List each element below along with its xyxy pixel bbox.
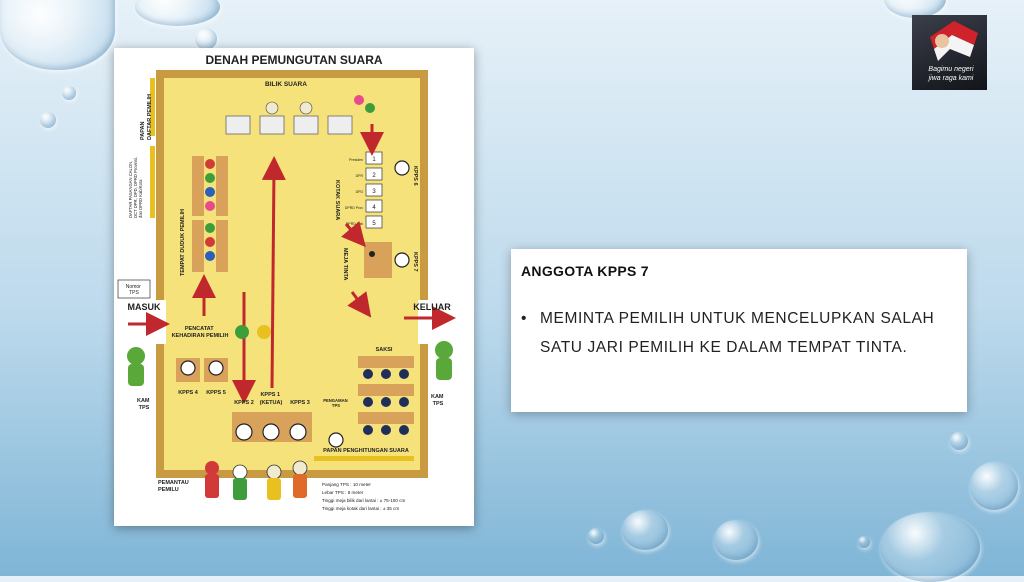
water-droplet	[0, 0, 115, 70]
bench	[192, 220, 204, 272]
bench	[216, 220, 228, 272]
kpps3-label: KPPS 3	[290, 400, 310, 406]
pemantau-line-2: PEMILU	[158, 487, 179, 493]
pencatat-line-2: KEHADIRAN PEMILIH	[171, 333, 229, 339]
kpps7-figure	[395, 253, 409, 267]
pencatat-line-1: PENCATAT	[184, 326, 214, 332]
papan-penghitungan-label: PAPAN PENGHITUNGAN SUARA	[323, 448, 409, 454]
witness-figure	[363, 397, 373, 407]
box-label: DPD	[355, 190, 363, 194]
voter-figure	[354, 95, 364, 105]
water-droplet	[195, 28, 217, 50]
observer-figure	[293, 461, 307, 475]
water-droplet	[622, 510, 668, 550]
nomor-line-2: TPS	[129, 290, 139, 296]
kotak-suara-label: KOTAK SUARA	[334, 180, 340, 221]
witness-desk	[358, 412, 414, 424]
logo-line-2: jiwa raga kami	[928, 75, 974, 82]
witness-figure	[363, 369, 373, 379]
note-line: Tinggi meja bilik dari lantai : ± 75-100 cm	[322, 498, 406, 503]
seated-voter	[205, 237, 215, 247]
water-droplet	[588, 528, 604, 544]
masuk-label: MASUK	[127, 302, 161, 312]
kpps1-line-1: KPPS 1	[260, 392, 281, 398]
kpps1-figure	[263, 424, 279, 440]
box-number: 1	[372, 157, 376, 163]
water-droplet	[135, 0, 220, 26]
papan-label	[140, 94, 153, 140]
box-label: Presiden	[349, 158, 363, 162]
guard-figure	[127, 347, 145, 365]
card-bullet	[521, 304, 951, 362]
witness-figure	[381, 397, 391, 407]
seated-voter	[205, 187, 215, 197]
daftar-line-3: dan DPRD Kab/Kota	[138, 179, 143, 218]
seated-voter	[205, 223, 215, 233]
keluar-label: KELUAR	[413, 302, 451, 312]
water-droplet	[62, 86, 76, 100]
kpps7-label: KPPS 7	[412, 252, 418, 272]
daftar-line-2: DCT DPR, DPD, DPRD Provinsi,	[133, 156, 138, 218]
water-droplet	[970, 462, 1018, 510]
daftar-pasangan-label	[128, 156, 143, 218]
flow-arrow	[272, 168, 274, 388]
floor-plan-image	[114, 48, 474, 526]
witness-desk	[358, 384, 414, 396]
daftar-line-1: DAFTAR PASANGAN CALON,	[128, 160, 133, 218]
voter-figure	[266, 102, 278, 114]
logo-line-1: Bagimu negeri	[928, 66, 974, 73]
bilik-suara-label: BILIK SUARA	[265, 81, 307, 88]
guard-figure	[128, 364, 144, 386]
observer-figure	[267, 465, 281, 479]
witness-figure	[363, 425, 373, 435]
card-title: ANGGOTA KPPS 7	[521, 263, 649, 279]
box-number: 5	[372, 221, 376, 227]
box-label: DPRD Prov	[344, 206, 363, 210]
booth	[328, 116, 352, 134]
witness-figure	[399, 397, 409, 407]
diagram-title: DENAH PEMUNGUTAN SUARA	[205, 53, 383, 67]
ink-table	[364, 242, 392, 278]
box-number: 3	[372, 189, 376, 195]
observer-figure	[233, 465, 247, 479]
kam-tps-left-label	[137, 398, 151, 411]
observer-figure	[267, 478, 281, 500]
water-droplet	[950, 432, 968, 450]
kpps3-figure	[290, 424, 306, 440]
candidate-board	[150, 146, 155, 218]
observer-figure	[233, 478, 247, 500]
logo-text	[916, 65, 986, 83]
security-figure	[329, 433, 343, 447]
witness-figure	[399, 425, 409, 435]
bench	[192, 156, 204, 216]
kam-tps-right-label	[431, 394, 445, 407]
observer-figure	[205, 461, 219, 475]
seated-voter	[205, 159, 215, 169]
kpps6-label: KPPS 6	[412, 166, 418, 186]
papan-line-1: PAPAN	[140, 121, 146, 140]
kpps2-label: KPPS 2	[234, 400, 254, 406]
voter-figure	[235, 325, 249, 339]
guard-figure	[436, 358, 452, 380]
kam-right-line-2: TPS	[432, 401, 444, 407]
description-card	[511, 249, 967, 412]
kpps5-figure	[209, 361, 223, 375]
kpps1-line-2: (KETUA)	[259, 400, 283, 406]
ink-pot	[369, 251, 375, 257]
pengamanan-line-2: TPS	[331, 403, 341, 408]
bench	[216, 156, 228, 216]
observer-figure	[293, 474, 307, 498]
pemantau-label	[158, 480, 190, 493]
voter-figure	[257, 325, 271, 339]
nomor-line-1: Nomor	[125, 284, 141, 290]
witness-figure	[381, 369, 391, 379]
bullet-text: MEMINTA PEMILIH UNTUK MENCELUPKAN SALAH SATU JARI PEMILIH KE DALAM TEMPAT TINTA.	[540, 310, 935, 356]
kpps6-figure	[395, 161, 409, 175]
water-droplet	[880, 512, 980, 582]
note-line: Lebar TPS : 8 meter	[322, 490, 364, 495]
water-droplet	[858, 536, 870, 548]
kpps4-label: KPPS 4	[178, 390, 198, 396]
pengamanan-line-1: PENGAMAN	[323, 398, 348, 403]
bullet-symbol: •	[521, 310, 528, 327]
counting-board	[314, 456, 414, 461]
tempat-duduk-label: TEMPAT DUDUK PEMILIH	[180, 208, 186, 276]
saksi-label: SAKSI	[375, 347, 393, 353]
kam-left-line-1: KAM	[136, 398, 150, 404]
kpps4-figure	[181, 361, 195, 375]
witness-seating	[358, 356, 414, 435]
seated-voter	[205, 201, 215, 211]
dimension-notes	[322, 482, 405, 511]
seated-voter	[205, 173, 215, 183]
witness-desk	[358, 356, 414, 368]
box-label: DPRD Kab	[345, 222, 363, 226]
witness-figure	[399, 369, 409, 379]
guard-figure	[435, 341, 453, 359]
booth	[294, 116, 318, 134]
meja-tinta-label: MEJA TINTA	[342, 248, 348, 281]
kpps2-figure	[236, 424, 252, 440]
kam-left-line-2: TPS	[138, 405, 150, 411]
booth	[226, 116, 250, 134]
kam-right-line-1: KAM	[430, 394, 444, 400]
box-number: 2	[372, 173, 376, 179]
witness-figure	[381, 425, 391, 435]
kpps5-label: KPPS 5	[206, 390, 226, 396]
box-number: 4	[372, 205, 376, 211]
note-line: Tinggi meja kotak dari lantai : ± 35 cm	[322, 506, 400, 511]
water-droplet	[40, 112, 56, 128]
booth	[260, 116, 284, 134]
note-line: Panjang TPS : 10 meter	[322, 482, 371, 487]
pemantau-line-1: PEMANTAU	[158, 480, 189, 486]
observer-figure	[205, 474, 219, 498]
voter-figure	[300, 102, 312, 114]
box-label: DPR	[355, 174, 363, 178]
voter-figure	[365, 103, 375, 113]
seated-voter	[205, 251, 215, 261]
papan-line-2: DAFTAR PEMILIH	[147, 93, 153, 140]
logo	[912, 15, 987, 90]
water-droplet	[714, 520, 758, 560]
